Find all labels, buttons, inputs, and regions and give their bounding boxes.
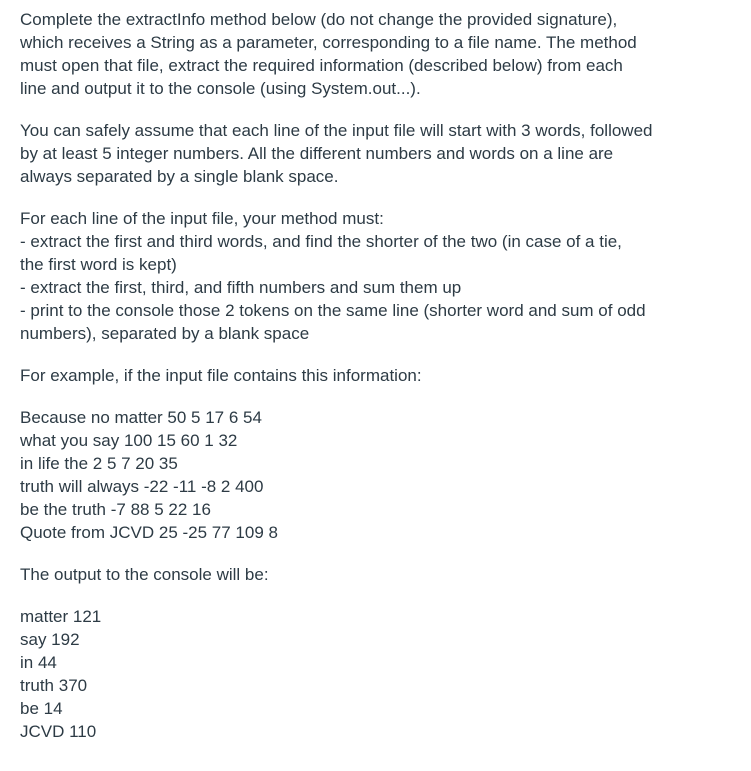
- text-line: For example, if the input file contains this information:: [20, 366, 422, 385]
- text-line: which receives a String as a parameter, corresponding to a file name. The method: [20, 33, 637, 52]
- intro-paragraph: [20, 8, 751, 100]
- text-line: - extract the first, third, and fifth numbers and sum them up: [20, 278, 462, 297]
- example-input: [20, 406, 751, 544]
- example-intro: [20, 364, 751, 387]
- text-line: Quote from JCVD 25 -25 77 109 8: [20, 523, 278, 542]
- text-line: matter 121: [20, 607, 102, 626]
- output-intro: [20, 563, 751, 586]
- text-line: in 44: [20, 653, 57, 672]
- text-line: Complete the extractInfo method below (do not change the provided signature),: [20, 10, 618, 29]
- text-line: numbers), separated by a blank space: [20, 324, 310, 343]
- text-line: - print to the console those 2 tokens on the same line (shorter word and sum of odd: [20, 301, 646, 320]
- text-line: what you say 100 15 60 1 32: [20, 431, 238, 450]
- text-line: JCVD 110: [20, 722, 97, 741]
- text-line: For each line of the input file, your method must:: [20, 209, 384, 228]
- text-line: line and output it to the console (using System.out...).: [20, 79, 421, 98]
- text-line: Because no matter 50 5 17 6 54: [20, 408, 262, 427]
- text-line: by at least 5 integer numbers. All the different numbers and words on a line are: [20, 144, 614, 163]
- assumptions-paragraph: [20, 119, 751, 188]
- text-line: in life the 2 5 7 20 35: [20, 454, 178, 473]
- requirements-paragraph: [20, 207, 751, 345]
- example-output: [20, 605, 751, 743]
- text-line: be 14: [20, 699, 63, 718]
- text-line: You can safely assume that each line of the input file will start with 3 words, followed: [20, 121, 653, 140]
- text-line: say 192: [20, 630, 80, 649]
- text-line: The output to the console will be:: [20, 565, 269, 584]
- text-line: - extract the first and third words, and find the shorter of the two (in case of a tie,: [20, 232, 622, 251]
- text-line: the first word is kept): [20, 255, 177, 274]
- text-line: truth will always -22 -11 -8 2 400: [20, 477, 264, 496]
- text-line: must open that file, extract the required information (described below) from each: [20, 56, 623, 75]
- text-line: truth 370: [20, 676, 88, 695]
- text-line: be the truth -7 88 5 22 16: [20, 500, 211, 519]
- text-line: always separated by a single blank space.: [20, 167, 339, 186]
